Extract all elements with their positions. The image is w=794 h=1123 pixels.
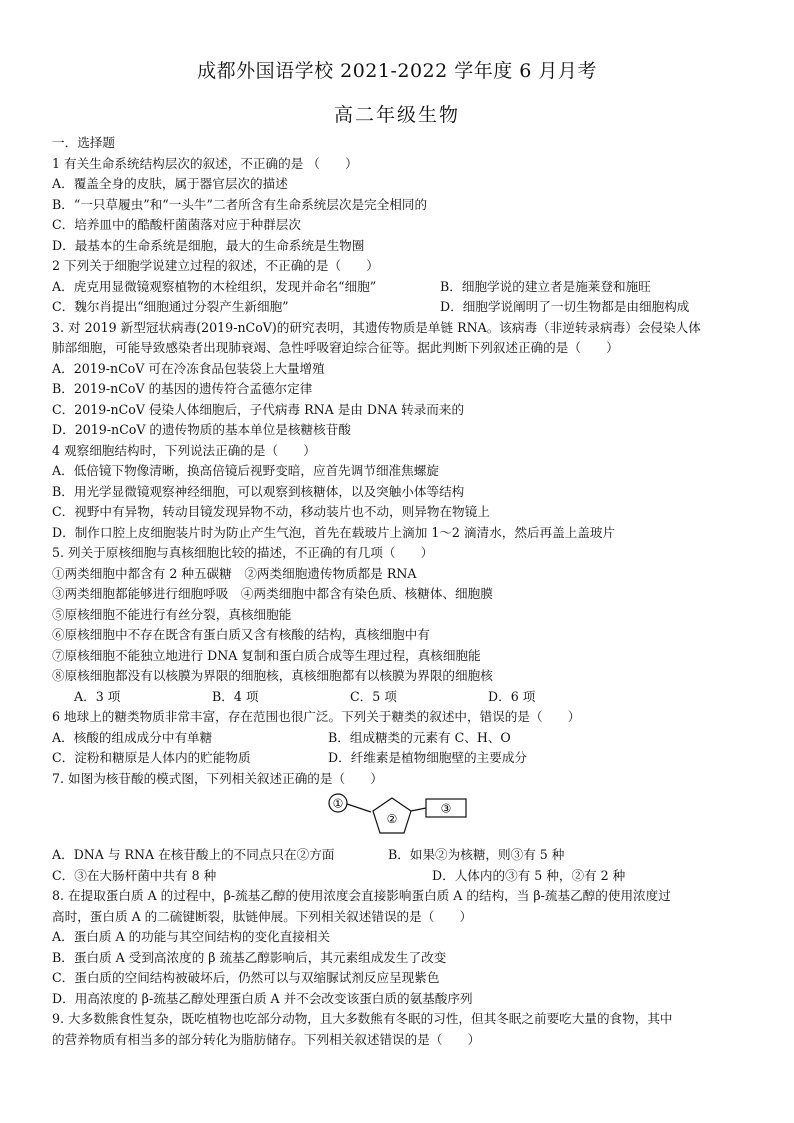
exam-title: 成都外国语学校 2021-2022 学年度 6 月月考	[197, 60, 597, 82]
question-6-option-a: A．核酸的组成成分中有单糖	[52, 729, 213, 745]
bond-line-2	[411, 808, 426, 811]
question-5-statement: ⑧原核细胞都没有以核膜为界限的细胞核，真核细胞都有以核膜为界限的细胞核	[52, 668, 493, 683]
nucleotide-diagram	[52, 789, 752, 845]
question-6-option-c: C．淀粉和糖原是人体内的贮能物质	[52, 750, 251, 765]
question-6-option-b: B．组成糖类的元素有 C、H、O	[328, 729, 511, 745]
question-5-options-row	[52, 687, 752, 708]
question-4-stem: 4 观察细胞结构时，下列说法正确的是（ ）	[52, 442, 316, 458]
question-6-options-row-1	[52, 728, 752, 749]
question-8-stem-line-1: 8. 在提取蛋白质 A 的过程中，β-巯基乙醇的使用浓度会直接影响蛋白质 A 的结构，当 β-巯基乙醇的使用浓度过	[52, 888, 671, 903]
question-7-option-c: C．③在大肠杆菌中共有 8 种	[52, 867, 217, 883]
question-2-option-c: C．魏尔肖提出“细胞通过分裂产生新细胞”	[52, 299, 289, 314]
question-6-stem: 6 地球上的糖类物质非常丰富，存在范围也很广泛。下列关于糖类的叙述中，错误的是（ ）	[52, 709, 581, 724]
question-7-option-d: D．人体内的③有 5 种，②有 2 种	[432, 867, 626, 883]
question-5-option-d: D．6 项	[488, 688, 536, 704]
part-2-label: ②	[386, 812, 398, 826]
question-7-stem: 7. 如图为核苷酸的模式图，下列相关叙述正确的是（ ）	[52, 770, 383, 786]
question-8-stem-line-2: 高时，蛋白质 A 的二硫键断裂，肽链伸展。下列相关叙述错误的是（ ）	[52, 908, 473, 924]
part-3-label: ③	[440, 801, 452, 816]
question-7-options-row-1	[52, 845, 752, 866]
question-8-option-a: A．蛋白质 A 的功能与其空间结构的变化直接相关	[52, 929, 331, 944]
question-4-option-a: A．低倍镜下物像清晰，换高倍镜后视野变暗，应首先调节细准焦螺旋	[52, 463, 439, 478]
question-7-option-a: A．DNA 与 RNA 在核苷酸上的不同点只在②方面	[52, 847, 335, 862]
question-3-option-b: B．2019-nCoV 的基因的遗传符合孟德尔定律	[52, 381, 313, 396]
question-4-option-d: D．制作口腔上皮细胞装片时为防止产生气泡，首先在载玻片上滴加 1～2 滴清水，然后再盖上盖玻片	[52, 524, 616, 540]
question-8-option-c: C．蛋白质的空间结构被破坏后，仍然可以与双缩脲试剂反应呈现紫色	[52, 970, 440, 985]
question-6-option-d: D．纤维素是植物细胞壁的主要成分	[328, 750, 528, 765]
question-5-statement: ⑤原核细胞不能进行有丝分裂，真核细胞能	[52, 606, 292, 622]
question-7-option-b: B．如果②为核糖，则③有 5 种	[388, 847, 565, 862]
question-9-stem-line-1: 9. 大多数熊食性复杂，既吃植物也吃部分动物，且大多数熊有冬眠的习性，但其冬眠之前要吃大量的食物，其中	[52, 1011, 673, 1026]
question-3-stem-line-1: 3. 对 2019 新型冠状病毒(2019-nCoV)的研究表明，其遗传物质是单链 RNA。该病毒（非逆转录病毒）会侵染人体	[52, 319, 701, 335]
question-7-options-row-2	[52, 866, 752, 887]
exam-subtitle: 高二年级生物	[333, 104, 460, 126]
question-2-options-row-1	[52, 277, 752, 298]
question-1-option-d: D．最基本的生命系统是细胞，最大的生命系统是生物圈	[52, 237, 365, 253]
question-5-statement: ⑥原核细胞中不存在既含有蛋白质又含有核酸的结构，真核细胞中有	[52, 627, 430, 642]
question-1-option-c: C．培养皿中的酷酸杆菌菌落对应于种群层次	[52, 217, 301, 232]
question-2-option-d: D．细胞学说阐明了一切生物都是由细胞构成	[440, 299, 690, 314]
question-3-option-d: D．2019-nCoV 的遗传物质的基本单位是核糖核苷酸	[52, 422, 351, 437]
question-5-stem: 5. 列关于原核细胞与真核细胞比较的描述，不正确的有几项（ ）	[52, 545, 434, 560]
question-1-stem: 1 有关生命系统结构层次的叙述，不正确的是 （ ）	[52, 155, 358, 171]
question-9-stem-line-2: 的营养物质有相当多的部分转化为脂肪储存。下列相关叙述错误的是（ ）	[52, 1031, 481, 1047]
question-6-options-row-2	[52, 748, 752, 769]
question-5-option-b: B．4 项	[212, 688, 259, 704]
exam-body	[52, 133, 752, 1050]
question-2-options-row-2	[52, 297, 752, 318]
nucleotide-diagram-svg	[322, 789, 472, 843]
question-8-option-b: B．蛋白质 A 受到高浓度的 β 巯基乙醇影响后，其元素组成发生了改变	[52, 949, 447, 965]
question-4-option-c: C．视野中有异物，转动目镜发现异物不动，移动装片也不动，则异物在物镜上	[52, 504, 490, 519]
question-2-option-b: B．细胞学说的建立者是施莱登和施旺	[440, 278, 651, 294]
question-3-option-c: C．2019-nCoV 侵染人体细胞后，子代病毒 RNA 是由 DNA 转录而来的	[52, 401, 465, 417]
question-3-stem-line-2: 肺部细胞，可能导致感染者出现肺衰竭、急性呼吸窘迫综合征等。据此判断下列叙述正确的是（ ）	[52, 340, 619, 355]
question-1-option-b: B．“一只草履虫”和“一头牛”二者所含有生命系统层次是完全相同的	[52, 196, 428, 212]
question-2-stem: 2 下列关于细胞学说建立过程的叙述，不正确的是（ ）	[52, 258, 379, 273]
question-4-option-b: B．用光学显微镜观察神经细胞，可以观察到核糖体，以及突触小体等结构	[52, 483, 465, 499]
part-1-label: ①	[332, 796, 344, 811]
question-5-option-c: C．5 项	[350, 688, 397, 704]
question-1-option-a: A．覆盖全身的皮肤，属于器官层次的描述	[52, 176, 288, 191]
question-5-statement: ①两类细胞中都含有 2 种五碳糖 ②两类细胞遗传物质都是 RNA	[52, 565, 417, 581]
question-5-statement: ⑦原核细胞不能独立地进行 DNA 复制和蛋白质合成等生理过程，真核细胞能	[52, 647, 481, 663]
question-8-option-d: D．用高浓度的 β-巯基乙醇处理蛋白质 A 并不会改变该蛋白质的氨基酸序列	[52, 990, 473, 1006]
section-heading: 一．选择题	[52, 135, 115, 150]
question-2-option-a: A．虎克用显微镜观察植物的木栓组织，发现并命名“细胞”	[52, 278, 377, 294]
question-5-statement: ③两类细胞都能够进行细胞呼吸 ④两类细胞中都含有染色质、核糖体、细胞膜	[52, 586, 493, 601]
bond-line-1	[347, 804, 371, 812]
question-5-option-a: A．3 项	[74, 688, 121, 704]
question-3-option-a: A．2019-nCoV 可在冷冻食品包装袋上大量增殖	[52, 360, 325, 376]
